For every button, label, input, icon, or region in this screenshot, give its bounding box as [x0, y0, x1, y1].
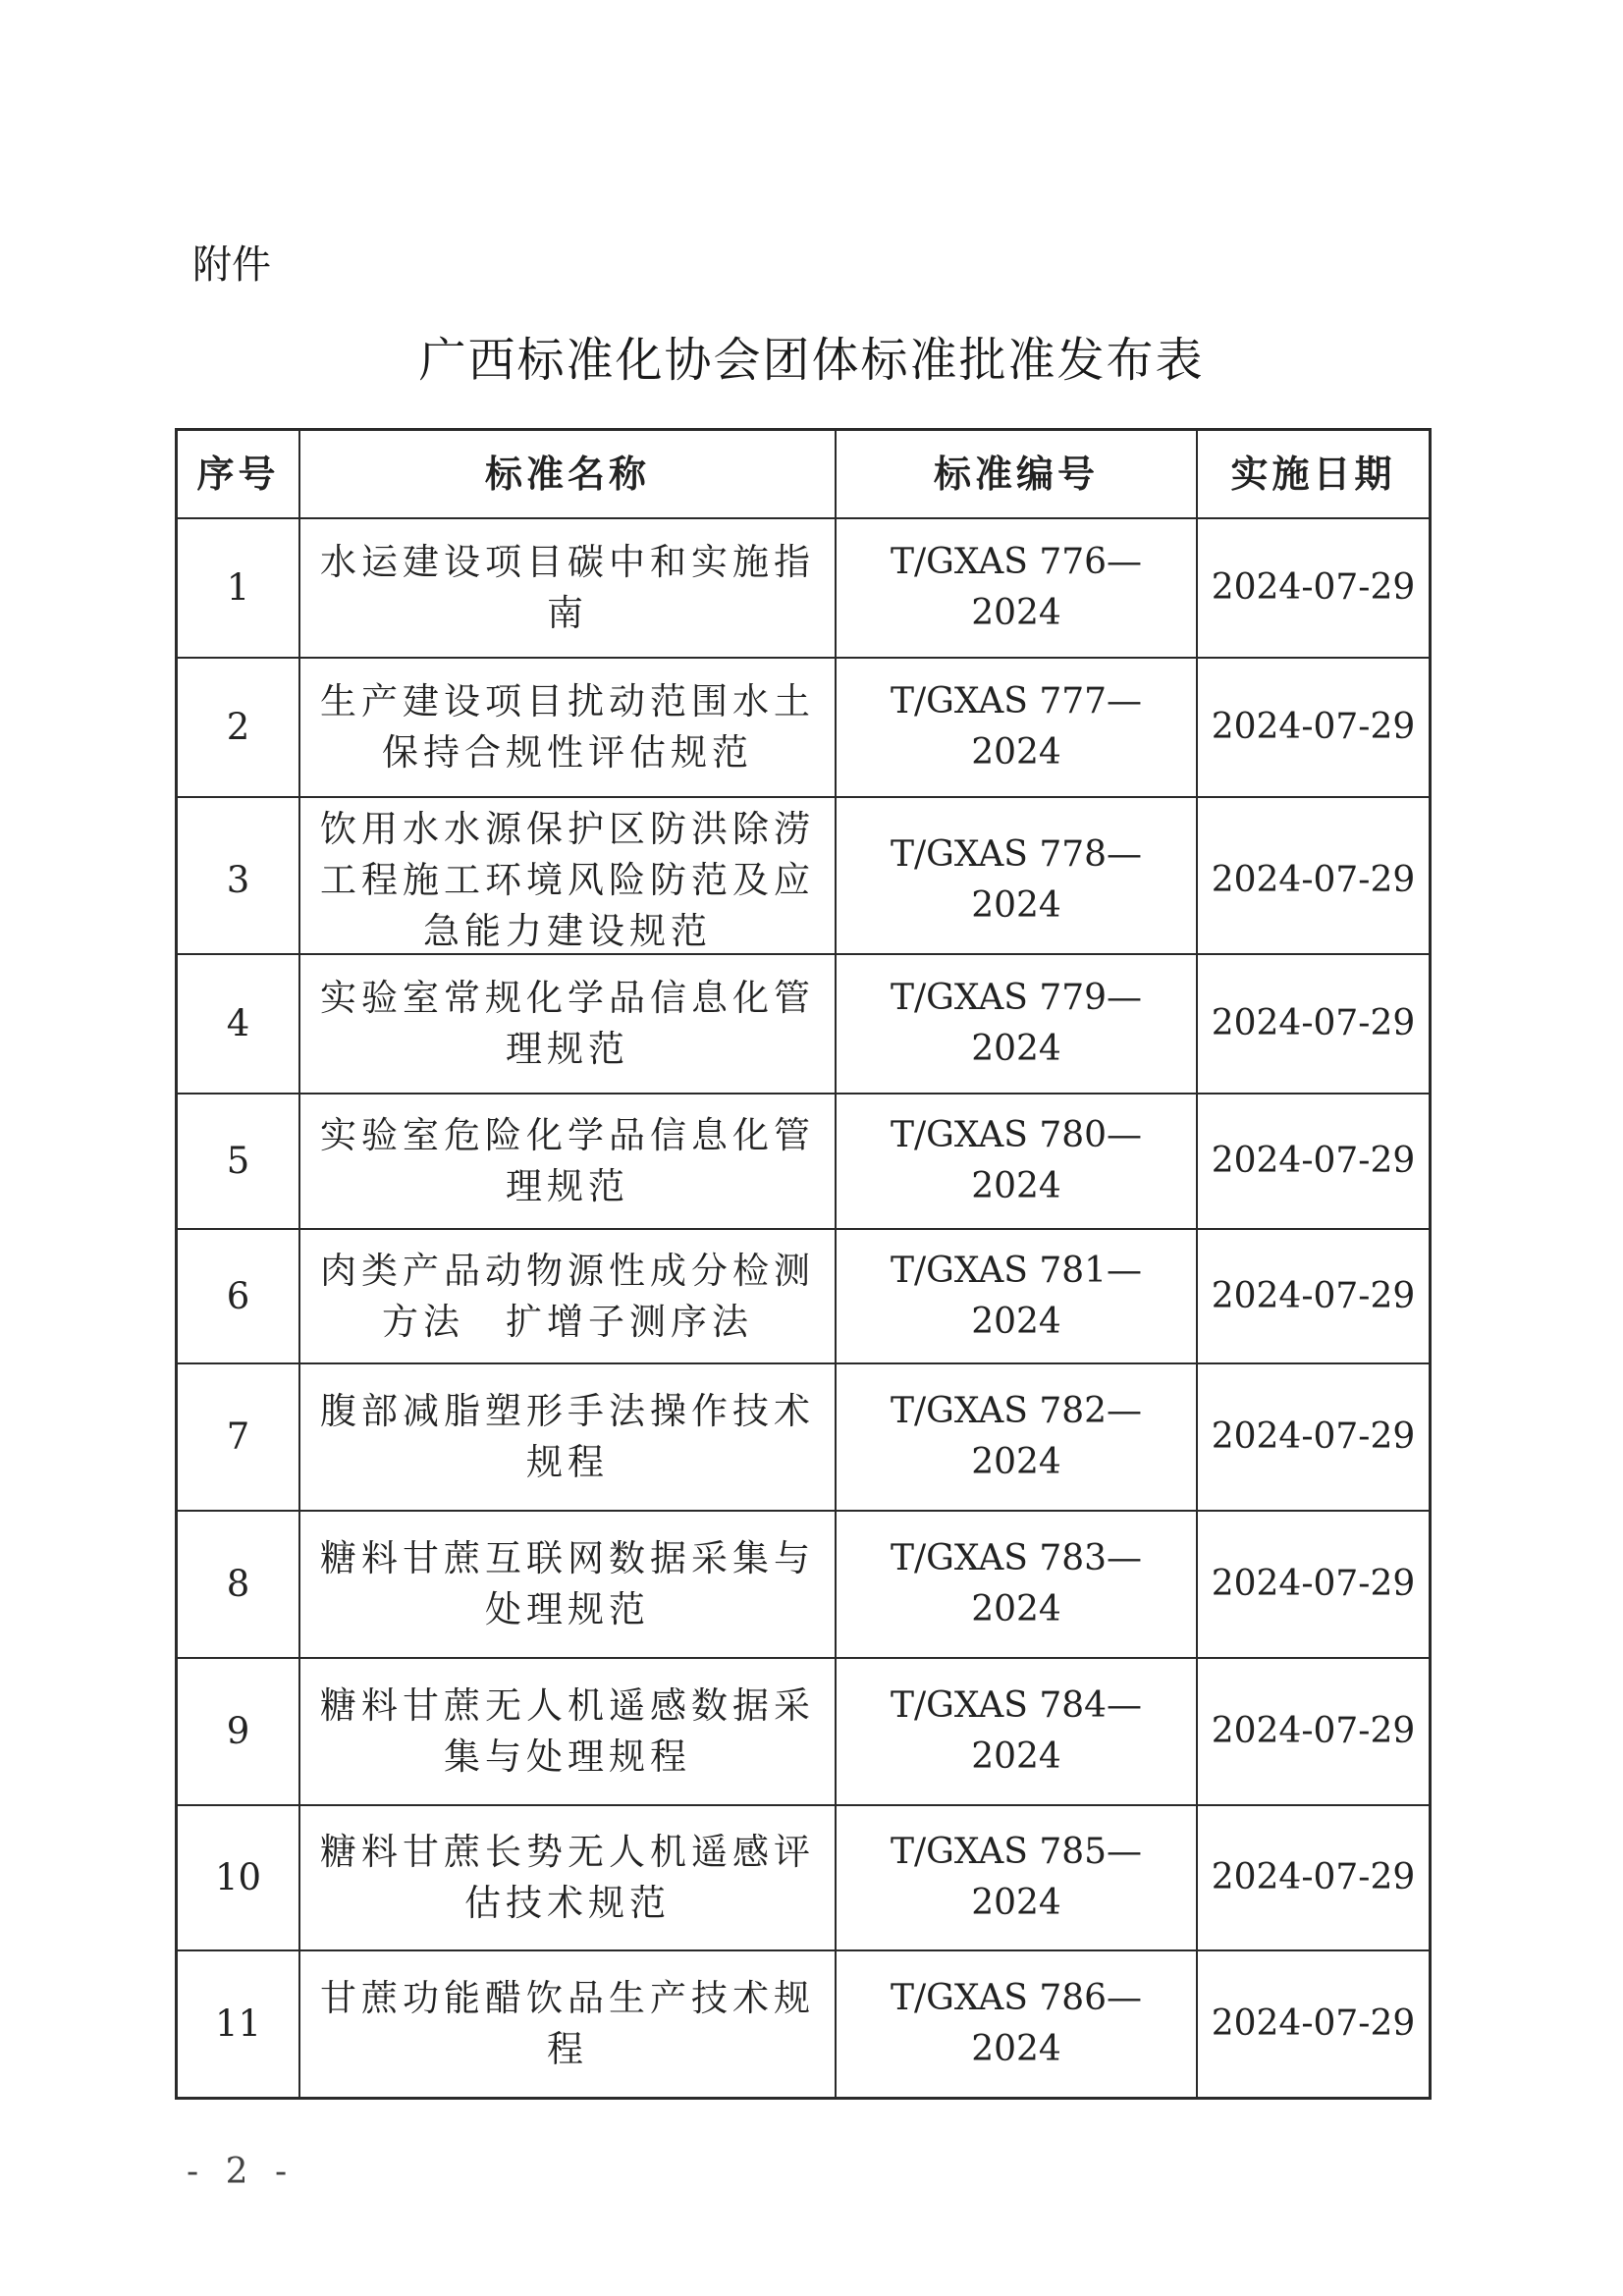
table-row — [178, 796, 1429, 953]
row-code: T/GXAS 781—2024 — [835, 1230, 1196, 1362]
row-code: T/GXAS 780—2024 — [835, 1095, 1196, 1228]
row-code: T/GXAS 785—2024 — [835, 1806, 1196, 1949]
row-name: 实验室常规化学品信息化管理规范 — [298, 955, 835, 1093]
row-date: 2024-07-29 — [1196, 1806, 1429, 1949]
header-date: 实施日期 — [1196, 431, 1429, 517]
row-no: 8 — [226, 1563, 250, 1605]
table-row — [178, 1804, 1429, 1949]
header-code: 标准编号 — [835, 431, 1196, 517]
document-title: 广西标准化协会团体标准批准发布表 — [418, 333, 1205, 388]
row-date: 2024-07-29 — [1196, 519, 1429, 657]
row-code: T/GXAS 776—2024 — [835, 519, 1196, 657]
table-row — [178, 657, 1429, 796]
row-name: 糖料甘蔗长势无人机遥感评估技术规范 — [298, 1806, 835, 1949]
row-date: 2024-07-29 — [1196, 1095, 1429, 1228]
table-row — [178, 1228, 1429, 1362]
table-row — [178, 1510, 1429, 1657]
table-row — [178, 1362, 1429, 1510]
row-no: 6 — [226, 1274, 250, 1317]
row-no: 4 — [226, 1002, 250, 1044]
row-name: 肉类产品动物源性成分检测方法 扩增子测序法 — [298, 1230, 835, 1362]
row-no: 1 — [226, 566, 250, 609]
table-row — [178, 1949, 1429, 2097]
table-row — [178, 953, 1429, 1093]
row-name: 实验室危险化学品信息化管理规范 — [298, 1095, 835, 1228]
header-no: 序号 — [196, 453, 280, 496]
row-name: 生产建设项目扰动范围水土保持合规性评估规范 — [298, 659, 835, 796]
row-code: T/GXAS 783—2024 — [835, 1512, 1196, 1657]
row-name: 腹部减脂塑形手法操作技术规程 — [298, 1364, 835, 1510]
row-no: 10 — [214, 1856, 262, 1898]
header-name: 标准名称 — [298, 431, 835, 517]
row-date: 2024-07-29 — [1196, 798, 1429, 963]
row-no: 7 — [226, 1415, 250, 1458]
row-code: T/GXAS 778—2024 — [835, 798, 1196, 963]
row-name: 水运建设项目碳中和实施指南 — [298, 519, 835, 657]
row-date: 2024-07-29 — [1196, 1230, 1429, 1362]
row-name: 糖料甘蔗互联网数据采集与处理规范 — [298, 1512, 835, 1657]
table-row — [178, 1657, 1429, 1804]
row-code: T/GXAS 786—2024 — [835, 1951, 1196, 2097]
attachment-label: 附件 — [192, 242, 271, 288]
row-date: 2024-07-29 — [1196, 1951, 1429, 2097]
row-date: 2024-07-29 — [1196, 659, 1429, 796]
row-date: 2024-07-29 — [1196, 955, 1429, 1093]
standards-table — [175, 428, 1432, 2100]
row-code: T/GXAS 784—2024 — [835, 1659, 1196, 1804]
row-code: T/GXAS 782—2024 — [835, 1364, 1196, 1510]
table-header-row — [178, 431, 1429, 517]
row-no: 11 — [214, 2002, 262, 2045]
row-code: T/GXAS 777—2024 — [835, 659, 1196, 796]
row-no: 2 — [226, 706, 250, 748]
row-no: 9 — [226, 1710, 250, 1752]
row-date: 2024-07-29 — [1196, 1364, 1429, 1510]
row-code: T/GXAS 779—2024 — [835, 955, 1196, 1093]
row-name: 糖料甘蔗无人机遥感数据采集与处理规程 — [298, 1659, 835, 1804]
row-no: 3 — [226, 859, 250, 901]
row-name: 饮用水水源保护区防洪除涝工程施工环境风险防范及应急能力建设规范 — [298, 798, 835, 963]
page-number: - 2 - — [187, 2152, 296, 2192]
row-name: 甘蔗功能醋饮品生产技术规程 — [298, 1951, 835, 2097]
table-row — [178, 1093, 1429, 1228]
row-date: 2024-07-29 — [1196, 1659, 1429, 1804]
row-date: 2024-07-29 — [1196, 1512, 1429, 1657]
row-no: 5 — [226, 1140, 250, 1182]
table-row — [178, 517, 1429, 657]
